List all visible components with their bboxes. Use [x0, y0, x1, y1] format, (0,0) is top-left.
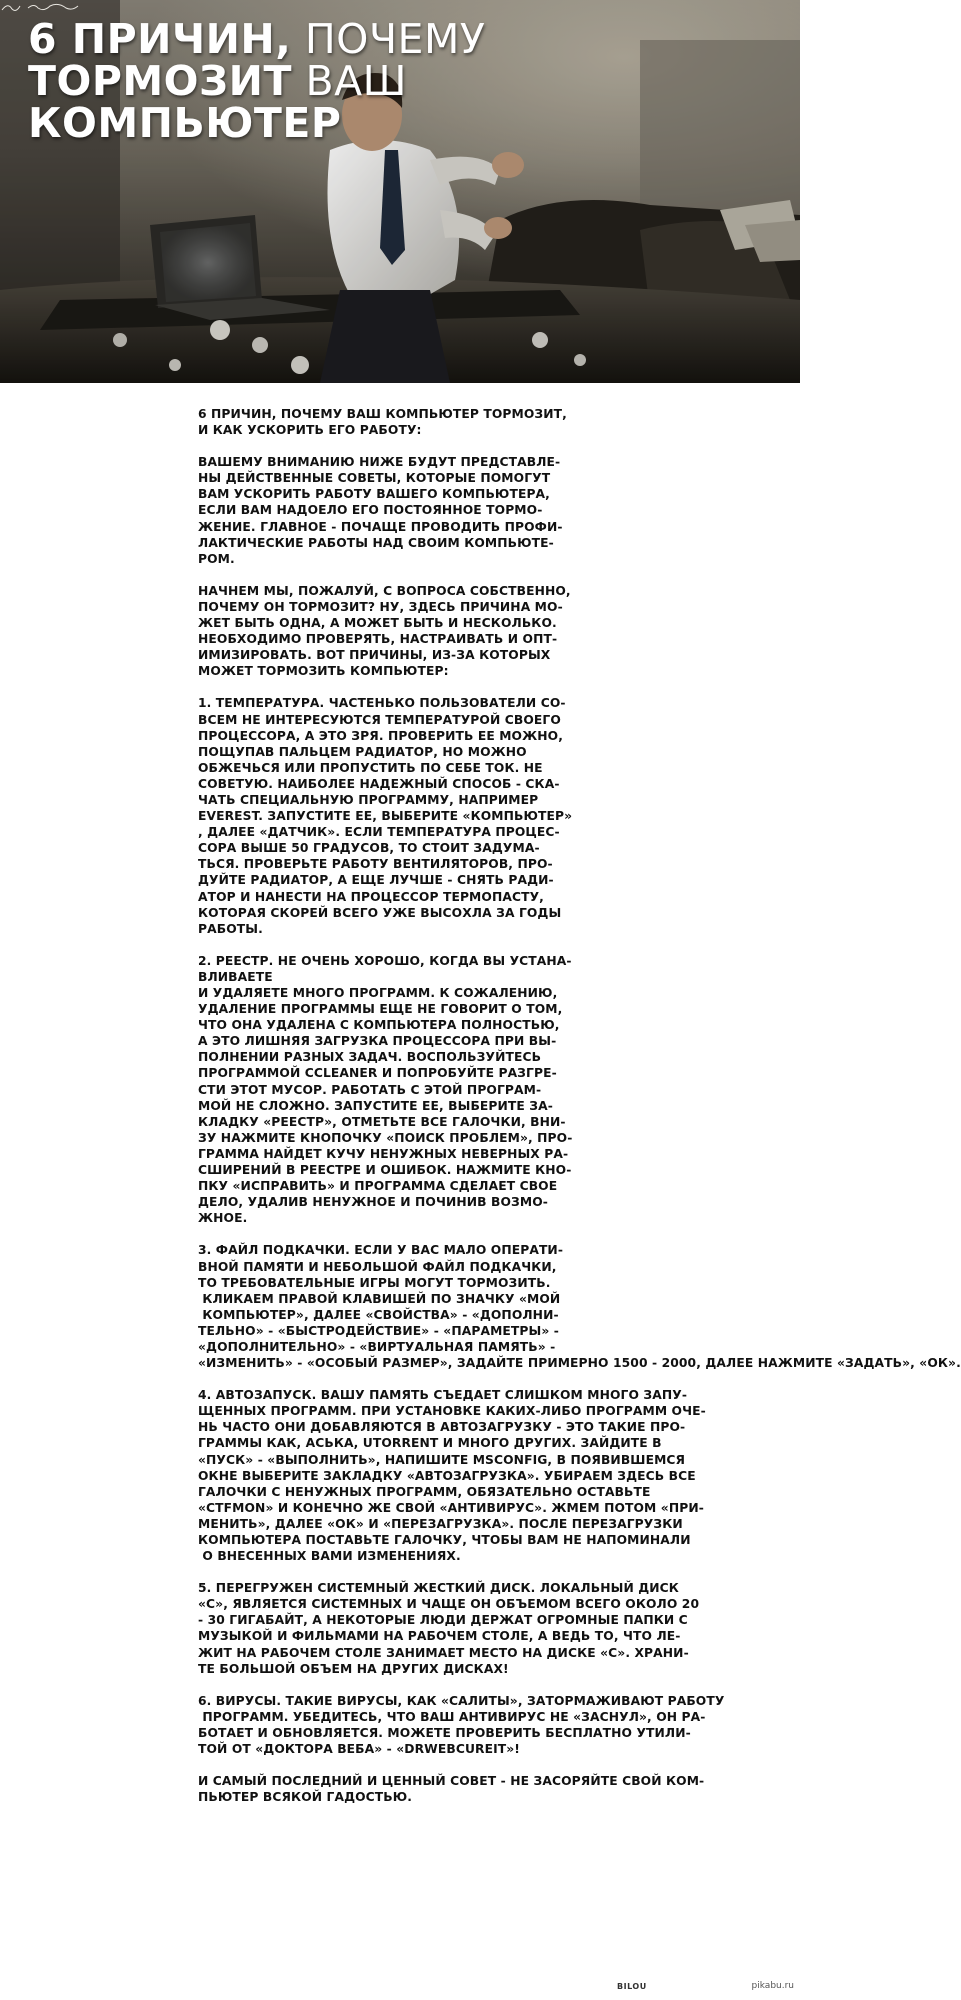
final-advice: И САМЫЙ ПОСЛЕДНИЙ И ЦЕННЫЙ СОВЕТ - НЕ ЗАСОРЯЙТЕ СВОЙ КОМ- ПЬЮТЕР ВСЯКОЙ ГАДОСТЬЮ. — [198, 1774, 705, 1805]
reason-system-disk: 5. ПЕРЕГРУЖЕН СИСТЕМНЫЙ ЖЕСТКИЙ ДИСК. ЛОКАЛЬНЫЙ ДИСК «C», ЯВЛЯЕТСЯ СИСТЕМНЫХ И ЧАЩЕ ОН ОБЪЕМОМ ВСЕГО ОКОЛО 20 - 30 ГИГАБАЙТ, А НЕКОТОРЫЕ ЛЮДИ ДЕРЖАТ ОГРОМНЫЕ ПАПКИ С МУЗЫКОЙ И ФИЛЬМАМИ НА РАБОЧЕМ СТОЛЕ, А ВЕДЬ ТО, ЧТО ЛЕ- ЖИТ НА РАБОЧЕМ СТОЛЕ ЗАНИМАЕТ МЕСТО НА ДИСКЕ «С». ХРАНИ- ТЕ БОЛЬШОЙ ОБЪЕМ НА ДРУГИХ ДИСКАХ! — [198, 1581, 700, 1676]
photographer-signature — [0, 0, 80, 14]
article-question: НАЧНЕМ МЫ, ПОЖАЛУЙ, С ВОПРОСА СОБСТВЕННО, ПОЧЕМУ ОН ТОРМОЗИТ? НУ, ЗДЕСЬ ПРИЧИНА МО- ЖЕТ БЫТЬ ОДНА, А МОЖЕТ БЫТЬ И НЕСКОЛЬКО. НЕОБХОДИМО ПРОВЕРЯТЬ, НАСТРАИВАТЬ И ОПТ- ИМИЗИРОВАТЬ. ВОТ ПРИЧИНЫ, ИЗ-ЗА КОТОРЫХ МОЖЕТ ТОРМОЗИТЬ КОМПЬЮТЕР: — [198, 583, 571, 679]
reason-temperature: 1. ТЕМПЕРАТУРА. ЧАСТЕНЬКО ПОЛЬЗОВАТЕЛИ СО- ВСЕМ НЕ ИНТЕРЕСУЮТСЯ ТЕМПЕРАТУРОЙ СВОЕГО ПРОЦЕССОРА, А ЭТО ЗРЯ. ПРОВЕРИТЬ ЕЕ МОЖНО, ПОЩУПАВ ПАЛЬЦЕМ РАДИАТОР, НО МОЖНО ОБЖЕЧЬСЯ ИЛИ ПРОПУСТИТЬ ПО СЕБЕ ТОК. НЕ СОВЕТУЮ. НАИБОЛЕЕ НАДЕЖНЫЙ СПОСОБ - СКА- ЧАТЬ СПЕЦИАЛЬНУЮ ПРОГРАММУ, НАПРИМЕР EVEREST. ЗАПУСТИТЕ ЕЕ, ВЫБЕРИТЕ «КОМПЬЮТЕР» , ДАЛЕЕ «ДАТЧИК». ЕСЛИ ТЕМПЕРАТУРА ПРОЦЕС- СОРА ВЫШЕ 50 ГРАДУСОВ, ТО СТОИТ ЗАДУМА- ТЬСЯ. ПРОВЕРЬТЕ РАБОТУ ВЕНТИЛЯТОРОВ, ПРО- ДУЙТЕ РАДИАТОР, А ЕЩЕ ЛУЧШЕ - СНЯТЬ РАДИ- АТОР И НАНЕСТИ НА ПРОЦЕССОР ТЕРМОПАСТУ, КОТОРАЯ СКОРЕЙ ВСЕГО УЖЕ ВЫСОХЛА ЗА ГОДЫ РАБОТЫ. — [198, 696, 573, 936]
article-lead: ВАШЕМУ ВНИМАНИЮ НИЖЕ БУДУТ ПРЕДСТАВЛЕ- НЫ ДЕЙСТВЕННЫЕ СОВЕТЫ, КОТОРЫЕ ПОМОГУТ ВАМ УСКОРИТЬ РАБОТУ ВАШЕГО КОМПЬЮТЕРА, ЕСЛИ ВАМ НАДОЕЛО ЕГО ПОСТОЯННОЕ ТОРМО- ЖЕНИЕ. ГЛАВНОЕ - ПОЧАЩЕ ПРОВОДИТЬ ПРОФИ- ЛАКТИЧЕСКИЕ РАБОТЫ НАД СВОИМ КОМПЬЮТЕ- РОМ. — [198, 455, 563, 566]
article-intro: 6 ПРИЧИН, ПОЧЕМУ ВАШ КОМПЬЮТЕР ТОРМОЗИТ, И КАК УСКОРИТЬ ЕГО РАБОТУ: — [198, 407, 567, 438]
reason-viruses: 6. ВИРУСЫ. ТАКИЕ ВИРУСЫ, КАК «САЛИТЫ», ЗАТОРМАЖИВАЮТ РАБОТУ ПРОГРАММ. УБЕДИТЕСЬ, ЧТО ВАШ АНТИВИРУС НЕ «ЗАСНУЛ», ОН РА- БОТАЕТ И ОБНОВЛЯЕТСЯ. МОЖЕТЕ ПРОВЕРИТЬ БЕСПЛАТНО УТИЛИ- ТОЙ ОТ «ДОКТОРА ВЕБА» - «DRWEBCUREIT»! — [198, 1693, 725, 1757]
article-body — [198, 406, 961, 1821]
reason-pagefile: 3. ФАЙЛ ПОДКАЧКИ. ЕСЛИ У ВАС МАЛО ОПЕРАТИ- ВНОЙ ПАМЯТИ И НЕБОЛЬШОЙ ФАЙЛ ПОДКАЧКИ, ТО ТРЕБОВАТЕЛЬНЫЕ ИГРЫ МОГУТ ТОРМОЗИТЬ. КЛИКАЕМ ПРАВОЙ КЛАВИШЕЙ ПО ЗНАЧКУ «МОЙ КОМПЬЮТЕР», ДАЛЕЕ «СВОЙСТВА» - «ДОПОЛНИ- ТЕЛЬНО» - «БЫСТРОДЕЙСТВИЕ» - «ПАРАМЕТРЫ» - «ДОПОЛНИТЕЛЬНО» - «ВИРТУАЛЬНАЯ ПАМЯТЬ» - «ИЗМЕНИТЬ» - «ОСОБЫЙ РАЗМЕР», ЗАДАЙТЕ ПРИМЕРНО 1500 - 2000, ДАЛЕЕ НАЖМИТЕ «ЗАДАТЬ», «ОК». — [198, 1243, 961, 1371]
reason-autostart: 4. АВТОЗАПУСК. ВАШУ ПАМЯТЬ СЪЕДАЕТ СЛИШКОМ МНОГО ЗАПУ- ЩЕННЫХ ПРОГРАММ. ПРИ УСТАНОВКЕ КАКИХ-ЛИБО ПРОГРАММ ОЧЕ- НЬ ЧАСТО ОНИ ДОБАВЛЯЮТСЯ В АВТОЗАГРУЗКУ - ЭТО ТАКИЕ ПРО- ГРАММЫ КАК, АСЬКА, UTORRENT И МНОГО ДРУГИХ. ЗАЙДИТЕ В «ПУСК» - «ВЫПОЛНИТЬ», НАПИШИТЕ MSCONFIG, В ПОЯВИВШЕМСЯ ОКНЕ ВЫБЕРИТЕ ЗАКЛАДКУ «АВТОЗАГРУЗКА». УБИРАЕМ ЗДЕСЬ ВСЕ ГАЛОЧКИ С НЕНУЖНЫХ ПРОГРАММ, ОБЯЗАТЕЛЬНО ОСТАВЬТЕ «CTFMON» И КОНЕЧНО ЖЕ СВОЙ «АНТИВИРУС». ЖМЕМ ПОТОМ «ПРИ- МЕНИТЬ», ДАЛЕЕ «ОК» И «ПЕРЕЗАГРУЗКА». ПОСЛЕ ПЕРЕЗАГРУЗКИ КОМПЬЮТЕРА ПОСТАВЬТЕ ГАЛОЧКУ, ЧТОБЫ ВАМ НЕ НАПОМИНАЛИ О ВНЕСЕННЫХ ВАМИ ИЗМЕНЕНИЯХ. — [198, 1388, 706, 1564]
hero-title-line-2: ТОРМОЗИТ ВАШ — [28, 57, 407, 105]
author-signature: BILOU — [617, 1982, 647, 1991]
hero-banner — [0, 0, 800, 383]
site-watermark: pikabu.ru — [751, 1981, 794, 1991]
reason-registry: 2. РЕЕСТР. НЕ ОЧЕНЬ ХОРОШО, КОГДА ВЫ УСТАНА- ВЛИВАЕТЕ И УДАЛЯЕТЕ МНОГО ПРОГРАММ. К СОЖАЛЕНИЮ, УДАЛЕНИЕ ПРОГРАММЫ ЕЩЕ НЕ ГОВОРИТ О ТОМ, ЧТО ОНА УДАЛЕНА С КОМПЬЮТЕРА ПОЛНОСТЬЮ, А ЭТО ЛИШНЯЯ ЗАГРУЗКА ПРОЦЕССОРА ПРИ ВЫ- ПОЛНЕНИИ РАЗНЫХ ЗАДАЧ. ВОСПОЛЬЗУЙТЕСЬ ПРОГРАММОЙ CCLEANER И ПОПРОБУЙТЕ РАЗГРЕ- СТИ ЭТОТ МУСОР. РАБОТАТЬ С ЭТОЙ ПРОГРАМ- МОЙ НЕ СЛОЖНО. ЗАПУСТИТЕ ЕЕ, ВЫБЕРИТЕ ЗА- КЛАДКУ «РЕЕСТР», ОТМЕТЬТЕ ВСЕ ГАЛОЧКИ, ВНИ- ЗУ НАЖМИТЕ КНОПОЧКУ «ПОИСК ПРОБЛЕМ», ПРО- ГРАММА НАЙДЕТ КУЧУ НЕНУЖНЫХ НЕВЕРНЫХ РА- СШИРЕНИЙ В РЕЕСТРЕ И ОШИБОК. НАЖМИТЕ КНО- ПКУ «ИСПРАВИТЬ» И ПРОГРАММА СДЕЛАЕТ СВОЕ ДЕЛО, УДАЛИВ НЕНУЖНОЕ И ПОЧИНИВ ВОЗМО- ЖНОЕ. — [198, 953, 573, 1226]
hero-title-line-1: 6 ПРИЧИН, ПОЧЕМУ — [28, 15, 486, 63]
hero-title-line-3: КОМПЬЮТЕР — [28, 99, 342, 147]
hero-title — [28, 15, 486, 147]
